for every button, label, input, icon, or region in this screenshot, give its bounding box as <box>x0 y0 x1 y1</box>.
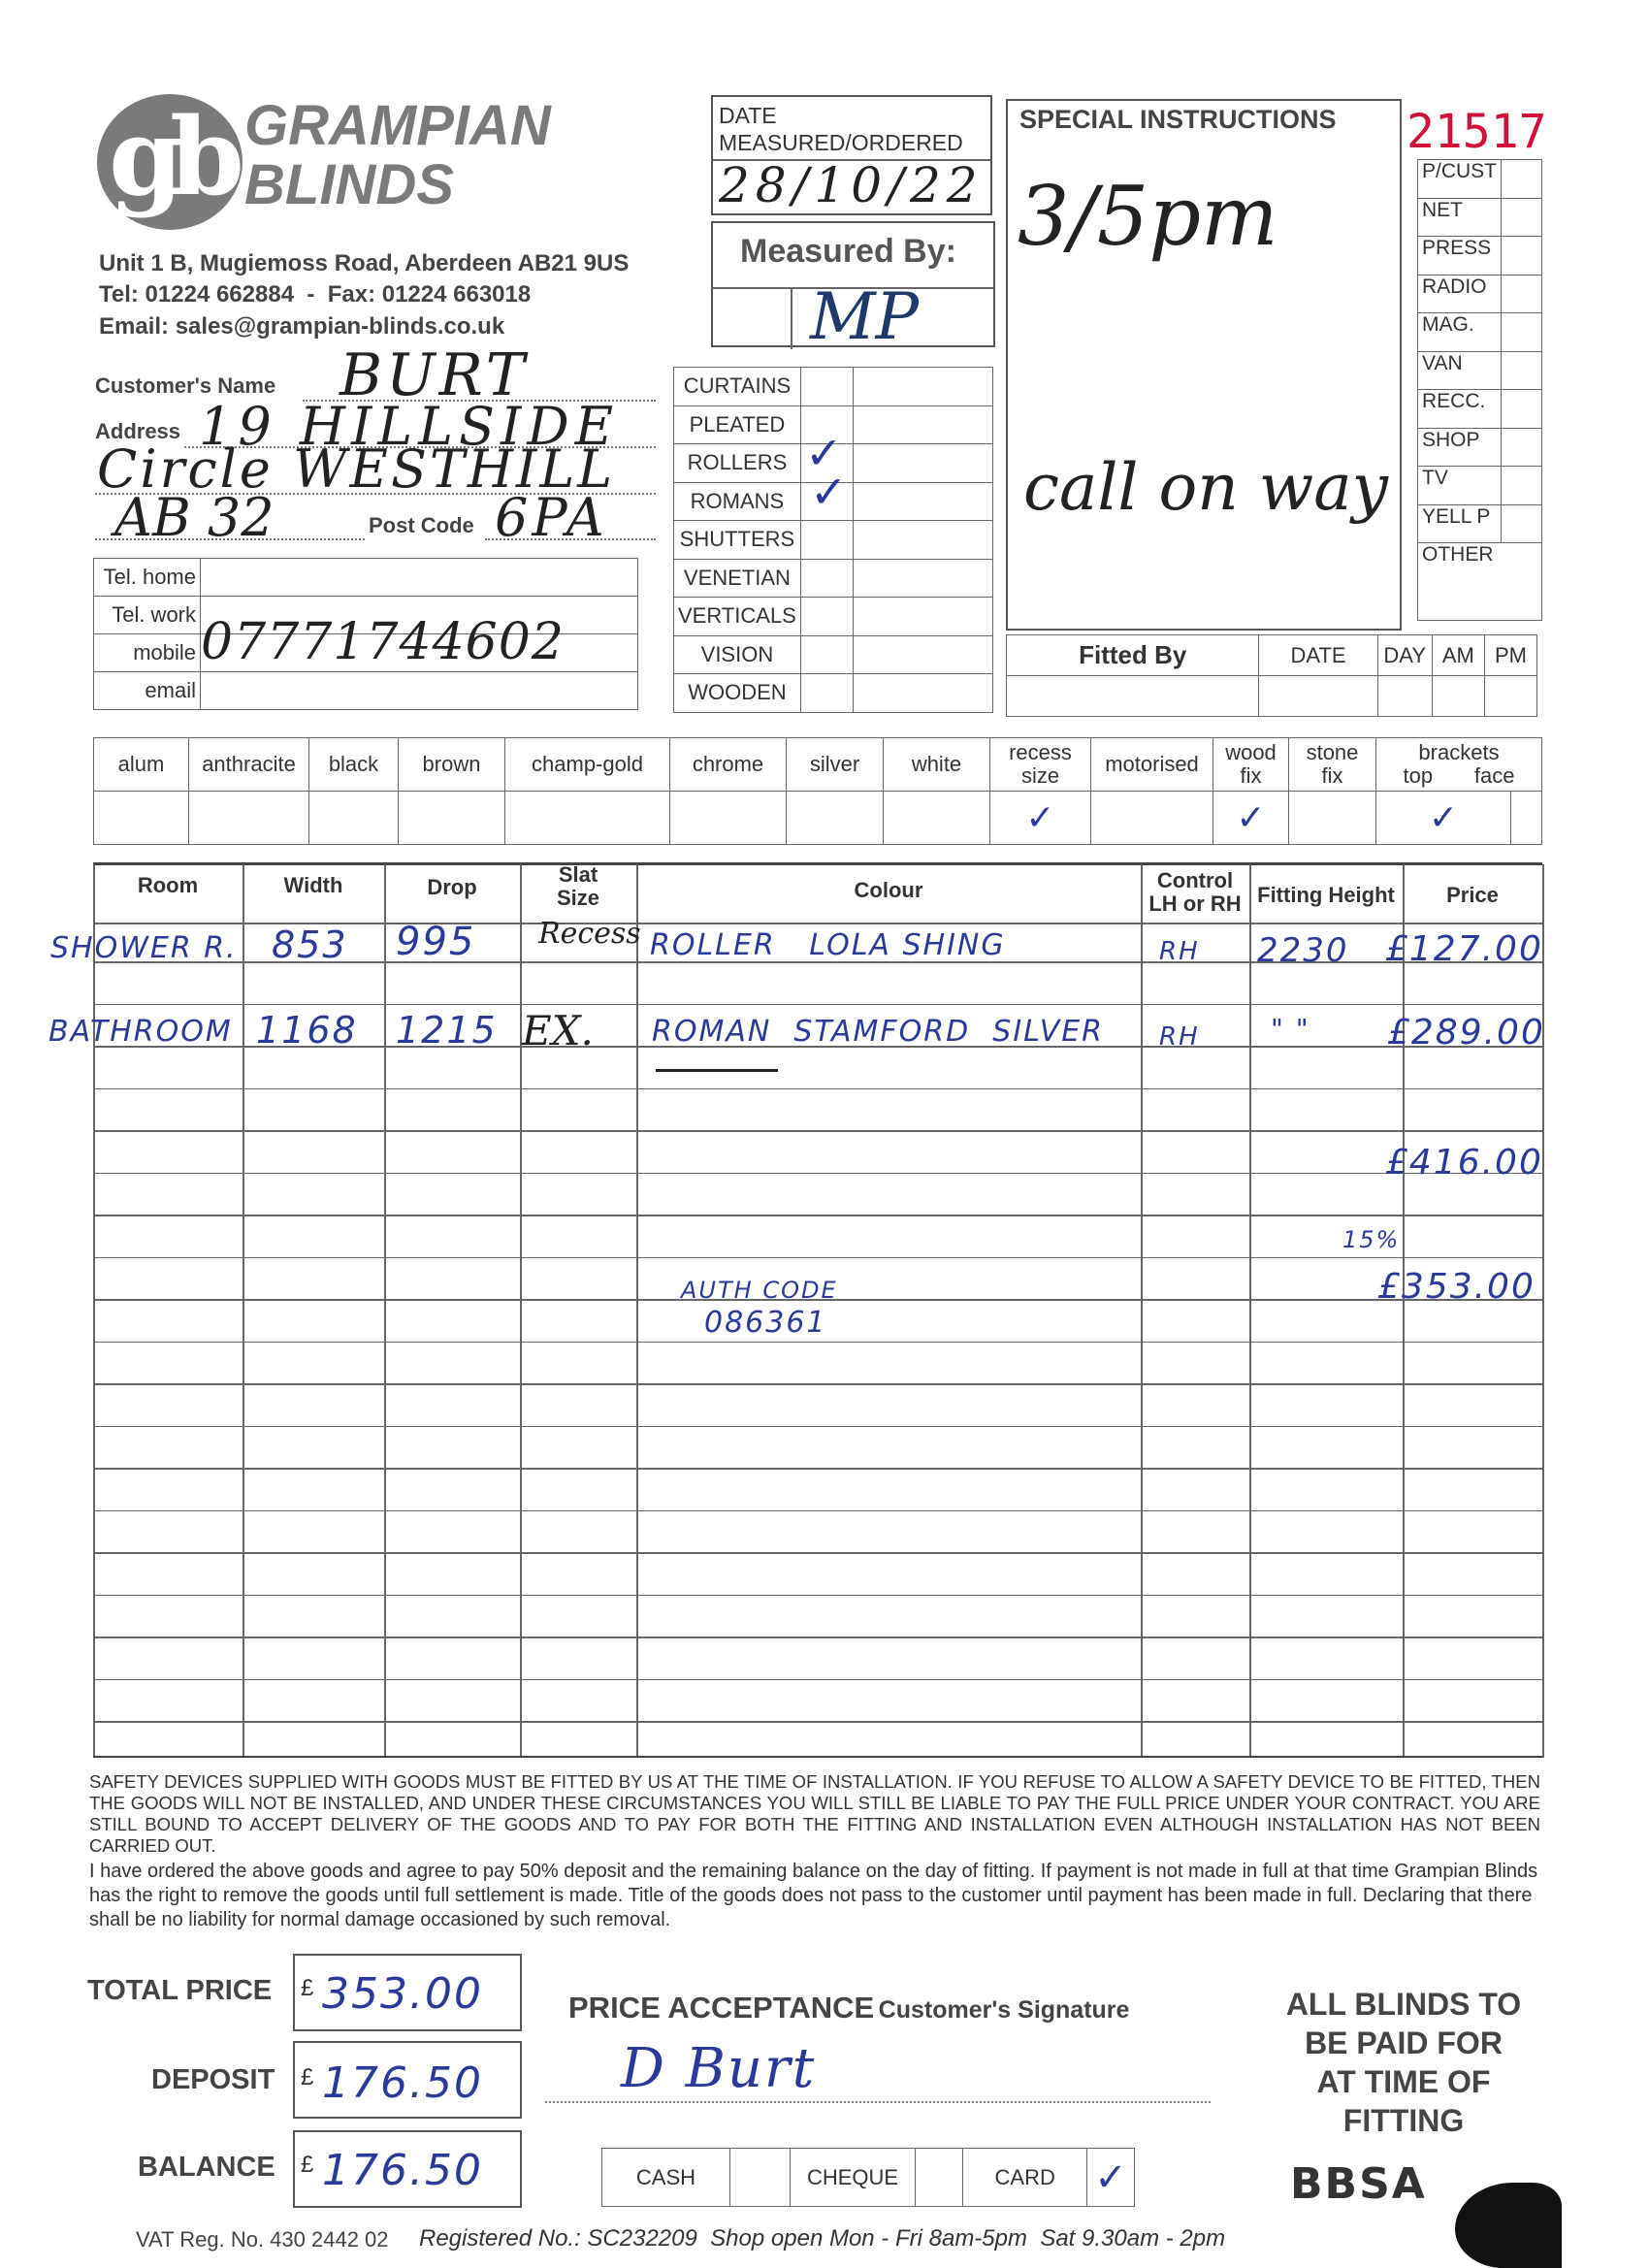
finish-champ-gold: champ-gold <box>505 738 670 792</box>
wood-fix-box[interactable]: ✓ <box>1213 792 1289 845</box>
source-6-label: RECC. <box>1418 390 1502 429</box>
source-4-label: MAG. <box>1418 313 1502 352</box>
email-value[interactable] <box>201 672 638 710</box>
row2-slat[interactable]: EX. <box>522 1007 594 1054</box>
blind-type-4-label: SHUTTERS <box>674 521 801 560</box>
col-room: Room <box>137 873 199 897</box>
anthracite-box[interactable] <box>189 792 309 845</box>
total-price-label: TOTAL PRICE <box>87 1975 273 2006</box>
postcode-label: Post Code <box>369 513 474 537</box>
discount-note: 15% <box>1342 1226 1401 1253</box>
blind-type-5-label: VENETIAN <box>674 559 801 598</box>
cheque-box[interactable] <box>916 2149 963 2207</box>
payment-notice: ALL BLINDS TO BE PAID FOR AT TIME OF FITTING <box>1285 1987 1522 2138</box>
order-col-line <box>1249 864 1251 1758</box>
blind-type-0-label: CURTAINS <box>674 368 801 406</box>
row2-control[interactable]: RH <box>1159 1022 1200 1052</box>
order-row-line <box>93 1510 1542 1512</box>
silver-box[interactable] <box>787 792 884 845</box>
contacts-table <box>93 558 638 710</box>
total-price-value: 353.00 <box>322 1969 483 2019</box>
order-row-line <box>93 1721 1542 1723</box>
source-9-box[interactable] <box>1502 504 1542 543</box>
email-label: email <box>94 672 201 710</box>
company-logo <box>97 89 551 235</box>
order-row-line <box>93 1552 1542 1554</box>
blind-type-4-box[interactable] <box>800 521 853 560</box>
measured-by-label: Measured By: <box>740 233 956 270</box>
col-colour: Colour <box>854 878 923 902</box>
form-number: 21517 <box>1406 105 1547 159</box>
address-line-3[interactable]: AB 32 <box>114 487 275 548</box>
price-acceptance-label: PRICE ACCEPTANCE <box>568 1991 875 2025</box>
ink-blot <box>1455 2183 1562 2268</box>
bbsa-logo: BBSA <box>1290 2159 1427 2209</box>
order-row-line <box>93 1130 1542 1132</box>
row1-colour[interactable]: ROLLER LOLA SHING <box>650 928 1006 962</box>
company-phone: Tel: 01224 662884 - Fax: 01224 663018 <box>99 281 532 308</box>
blind-type-6-label: VERTICALS <box>674 598 801 636</box>
logo-initials: gb <box>109 94 231 219</box>
white-box[interactable] <box>884 792 990 845</box>
order-row-line <box>93 1468 1542 1470</box>
fitted-am-value[interactable] <box>1432 676 1484 717</box>
order-col-line <box>384 864 386 1758</box>
source-6-box[interactable] <box>1502 390 1542 429</box>
blind-type-8-box[interactable] <box>800 674 853 713</box>
order-col-line <box>1141 864 1143 1758</box>
fitted-date-label: DATE <box>1259 635 1377 676</box>
blind-type-7-box[interactable] <box>800 635 853 674</box>
champ-gold-box[interactable] <box>505 792 670 845</box>
address-line-1[interactable]: 19 HILLSIDE <box>199 396 620 457</box>
source-1-box[interactable] <box>1502 198 1542 237</box>
registered-info: Registered No.: SC232209 Shop open Mon - Fri 8am-5pm Sat 9.30am - 2pm <box>419 2225 1226 2252</box>
brackets-face-box[interactable] <box>1511 792 1542 845</box>
source-0-box[interactable] <box>1502 160 1542 199</box>
col-price: Price <box>1446 883 1499 907</box>
source-5-label: VAN <box>1418 351 1502 390</box>
subtotal: £416.00 <box>1385 1143 1543 1183</box>
company-name-2: BLINDS <box>244 153 454 216</box>
order-row-line <box>93 1595 1542 1597</box>
blind-type-7-label: VISION <box>674 635 801 674</box>
row1-drop[interactable]: 995 <box>396 920 476 964</box>
order-col-line <box>1542 864 1544 1758</box>
blind-type-0-box[interactable] <box>800 368 853 406</box>
col-drop: Drop <box>427 875 477 899</box>
blind-type-6-box[interactable] <box>800 598 853 636</box>
row1-width[interactable]: 853 <box>272 923 348 966</box>
romans-check: ✓ <box>810 466 848 518</box>
finish-motorised: motorised <box>1091 738 1213 792</box>
finish-anthracite: anthracite <box>189 738 309 792</box>
source-0-label: P/CUST <box>1418 160 1502 199</box>
blind-type-8-qty[interactable] <box>853 674 992 713</box>
blind-type-5-qty[interactable] <box>853 559 992 598</box>
source-checklist <box>1417 159 1542 621</box>
safety-terms: SAFETY DEVICES SUPPLIED WITH GOODS MUST BE FITTED BY US AT THE TIME OF INSTALLATION. IF YOU REFUSE TO ALLOW A SAFETY DEVICE TO BE FITTED, THEN THE GOODS WILL NOT BE INSTALLED, AND UNDER THESE CIRCUMSTANCES YOU WILL STILL BE LIABLE TO PAY THE FULL PRICE UNDER YOUR CONTRACT. YOU ARE STILL BOUND TO ACCEPT DELIVERY OF THE GOODS AND TO PAY FOR BOTH THE FITTING AND INSTALLATION EVEN ALTHOUGH INSTALLATION HAS NOT BEEN CARRIED OUT. <box>89 1771 1540 1856</box>
finish-black: black <box>309 738 399 792</box>
blind-type-3-label: ROMANS <box>674 482 801 521</box>
company-email: Email: sales@grampian-blinds.co.uk <box>99 313 505 340</box>
auth-code-label: AUTH CODE <box>681 1277 838 1304</box>
rollers-check: ✓ <box>805 427 843 479</box>
discounted-total: £353.00 <box>1377 1267 1536 1307</box>
finish-wood-fix: wood fix <box>1213 738 1289 792</box>
mobile-value[interactable] <box>201 613 638 672</box>
row1-control[interactable]: RH <box>1159 937 1200 966</box>
row2-fitting-height[interactable]: " " <box>1271 1013 1310 1045</box>
fitted-by-table <box>1006 634 1537 717</box>
order-row-line <box>93 1342 1542 1344</box>
total-price-box[interactable]: £ 353.00 <box>293 1954 522 2031</box>
blind-type-2-label: ROLLERS <box>674 444 801 483</box>
blind-type-6-qty[interactable] <box>853 598 992 636</box>
blind-type-8-label: WOODEN <box>674 674 801 713</box>
tel-home-value[interactable] <box>201 559 638 597</box>
alum-box[interactable] <box>94 792 189 845</box>
date-label-2: MEASURED/ORDERED <box>719 130 963 155</box>
finish-chrome: chrome <box>670 738 787 792</box>
col-control: Control LH or RH <box>1148 868 1242 916</box>
blind-type-7-qty[interactable] <box>853 635 992 674</box>
special-instructions-label: SPECIAL INSTRUCTIONS <box>1019 105 1337 134</box>
balance-value: 176.50 <box>322 2146 483 2195</box>
fitted-day-value[interactable] <box>1377 676 1432 717</box>
order-row-line <box>93 1257 1542 1259</box>
order-row-line <box>93 1215 1542 1216</box>
logo-mark <box>97 94 242 230</box>
motorised-box[interactable] <box>1091 792 1213 845</box>
deposit-box[interactable]: £ 176.50 <box>293 2041 522 2119</box>
source-5-box[interactable] <box>1502 351 1542 390</box>
fitted-date-value[interactable] <box>1259 676 1377 717</box>
chrome-box[interactable] <box>670 792 787 845</box>
source-2-box[interactable] <box>1502 237 1542 275</box>
address-label: Address <box>95 419 181 443</box>
blind-type-checklist <box>673 367 993 713</box>
special-instructions-box <box>1006 99 1402 631</box>
deposit-label: DEPOSIT <box>151 2064 275 2095</box>
source-2-label: PRESS <box>1418 237 1502 275</box>
blind-type-1-label: PLEATED <box>674 405 801 444</box>
customer-name[interactable]: BURT <box>340 341 529 409</box>
order-bottom-line <box>93 1756 1542 1758</box>
source-3-label: RADIO <box>1418 275 1502 313</box>
col-slat: Slat Size <box>556 862 600 910</box>
row2-price[interactable]: £289.00 <box>1387 1013 1545 1053</box>
blind-type-0-qty[interactable] <box>853 368 992 406</box>
order-col-line <box>636 864 638 1758</box>
source-9-label: YELL P <box>1418 504 1502 543</box>
source-1-label: NET <box>1418 198 1502 237</box>
balance-box[interactable]: £ 176.50 <box>293 2130 522 2208</box>
source-8-box[interactable] <box>1502 467 1542 505</box>
row1-fitting-height[interactable]: 2230 <box>1257 931 1349 970</box>
finish-brown: brown <box>399 738 505 792</box>
measured-by-value: MP <box>810 279 919 354</box>
agreement-terms: I have ordered the above goods and agree to pay 50% deposit and the remaining balance on the day of fitting. If payment is not made in full at that time Grampian Blinds has the right to remove the goods until full settlement is made. Title of the goods does not pass to the customer until payment has been made in full. Declaring that there shall be no liability for normal damage occasioned by such removal. <box>89 1861 1538 1930</box>
order-row-line <box>93 1636 1542 1638</box>
order-row-line <box>93 1426 1542 1428</box>
order-col-line <box>520 864 522 1758</box>
blind-type-3-qty[interactable] <box>853 482 992 521</box>
special-instructions-line2: call on way <box>1023 450 1388 525</box>
finish-stone-fix: stone fix <box>1289 738 1376 792</box>
company-name-1: GRAMPIAN <box>244 94 551 157</box>
col-width: Width <box>283 873 343 897</box>
source-3-box[interactable] <box>1502 275 1542 313</box>
date-label-1: DATE <box>719 103 777 128</box>
signature-label: Customer's Signature <box>878 1996 1130 2024</box>
blind-type-2-qty[interactable] <box>853 444 992 483</box>
source-8-label: TV <box>1418 467 1502 505</box>
date-box <box>711 95 992 215</box>
blind-type-1-qty[interactable] <box>853 405 992 444</box>
row1-slat[interactable]: Recess <box>538 917 641 951</box>
cash-box[interactable] <box>729 2149 790 2207</box>
row2-width[interactable]: 1168 <box>256 1009 358 1052</box>
finish-silver: silver <box>787 738 884 792</box>
fitted-am-label: AM <box>1432 635 1484 676</box>
finish-alum: alum <box>94 738 189 792</box>
source-10-label: OTHER <box>1418 543 1542 621</box>
row1-price[interactable]: £127.00 <box>1385 929 1543 969</box>
customer-name-label: Customer's Name <box>95 373 276 398</box>
tel-work-label: Tel. work <box>94 597 201 634</box>
col-fitting-height: Fitting Height <box>1257 883 1395 907</box>
order-row-line <box>93 1679 1542 1681</box>
order-row-line <box>93 1173 1542 1175</box>
finishes-table <box>93 737 1542 845</box>
finish-recess-size: recess size <box>990 738 1091 792</box>
special-instructions-line1: 3/5pm <box>1018 169 1278 264</box>
vat-number: VAT Reg. No. 430 2442 02 <box>136 2227 389 2252</box>
order-row-line <box>93 1004 1542 1006</box>
measured-by-box <box>711 221 995 354</box>
order-row-line <box>93 1088 1542 1090</box>
auth-code: 086361 <box>704 1306 827 1340</box>
mobile-label: mobile <box>94 634 201 672</box>
stone-fix-box[interactable] <box>1289 792 1376 845</box>
order-row-line <box>93 1383 1542 1385</box>
balance-label: BALANCE <box>138 2152 275 2183</box>
card-box[interactable]: ✓ <box>1087 2149 1135 2207</box>
card-label: CARD <box>963 2149 1087 2207</box>
cheque-label: CHEQUE <box>790 2149 916 2207</box>
brackets-top-box[interactable]: ✓ <box>1376 792 1511 845</box>
row2-colour[interactable]: ROMAN STAMFORD SILVER <box>652 1015 1105 1049</box>
customer-signature[interactable]: D Burt <box>621 2037 817 2100</box>
source-4-box[interactable] <box>1502 313 1542 352</box>
fitted-pm-value[interactable] <box>1484 676 1536 717</box>
order-col-line <box>1403 864 1405 1758</box>
blind-type-4-qty[interactable] <box>853 521 992 560</box>
company-address: Unit 1 B, Mugiemoss Road, Aberdeen AB21 9US <box>99 250 630 276</box>
postcode[interactable]: 6PA <box>495 487 608 548</box>
source-7-box[interactable] <box>1502 428 1542 467</box>
deposit-value: 176.50 <box>322 2058 483 2108</box>
finish-brackets: brackets top face <box>1376 738 1542 792</box>
blind-type-5-box[interactable] <box>800 559 853 598</box>
order-col-line <box>93 864 95 1758</box>
mobile-number: 07771744602 <box>201 613 565 671</box>
black-box[interactable] <box>309 792 399 845</box>
fitted-by-value[interactable] <box>1007 676 1259 717</box>
address-line-2[interactable]: Circle WESTHILL <box>97 438 616 500</box>
cash-label: CASH <box>602 2149 730 2207</box>
row2-drop[interactable]: 1215 <box>396 1009 498 1052</box>
tel-home-label: Tel. home <box>94 559 201 597</box>
row2-room[interactable]: BATHROOM <box>48 1015 233 1049</box>
price-acceptance <box>568 1991 1129 2025</box>
date-value: 28/10/22 <box>719 157 984 213</box>
brown-box[interactable] <box>399 792 505 845</box>
source-7-label: SHOP <box>1418 428 1502 467</box>
fitted-day-label: DAY <box>1377 635 1432 676</box>
order-col-line <box>242 864 244 1758</box>
fitted-pm-label: PM <box>1484 635 1536 676</box>
finish-white: white <box>884 738 990 792</box>
row1-room[interactable]: SHOWER R. <box>50 931 238 965</box>
recess-size-box[interactable]: ✓ <box>990 792 1091 845</box>
payment-method <box>601 2148 1135 2207</box>
fitted-by-label: Fitted By <box>1007 635 1259 676</box>
